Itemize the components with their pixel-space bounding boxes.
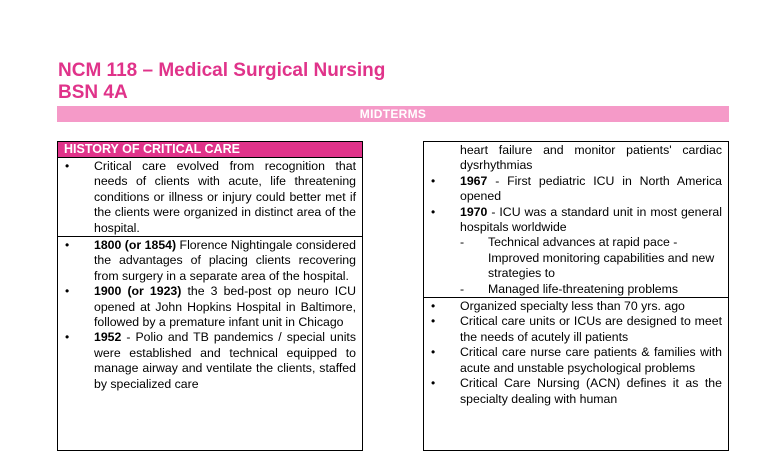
right-box-1 [424, 142, 728, 298]
history-header: HISTORY OF CRITICAL CARE [58, 142, 362, 158]
year-label: 1952 [94, 330, 122, 345]
bullet-item [58, 330, 356, 392]
continuation-text: heart failure and monitor patients' cardiac dysrhythmias [460, 143, 722, 173]
right-box-2 [424, 298, 728, 407]
left-box-2 [58, 237, 362, 392]
item-text: - ICU was a standard unit in most general hospitals worldwide [460, 204, 722, 235]
left-box-1 [58, 158, 362, 237]
left-column [57, 141, 363, 451]
bullet-item: • Organized specialty less than 70 yrs. ago [424, 299, 722, 314]
item-text: - Polio and TB pandemics / special units were established and technical equipped to manage airway and ventilate the clients, staffed by specialized care [94, 330, 356, 391]
course-title: NCM 118 – Medical Surgical Nursing [58, 60, 386, 81]
bullet-item: • Critical care evolved from recognition that needs of clients with acute, life threatening conditions or illness or injury could better met if the clients were organized in distinct area of the hospital. [58, 159, 356, 236]
year-label: 1967 [460, 173, 488, 188]
bullet-item [58, 284, 356, 330]
bullet-item [424, 174, 722, 205]
sub-item: - Managed life-threatening problems [424, 282, 722, 297]
year-label: 1970 [460, 204, 488, 219]
bullet-item: • Critical care units or ICUs are designed to meet the needs of acutely ill patients [424, 314, 722, 345]
sub-item: - Technical advances at rapid pace - Improved monitoring capabilities and new strategies to [424, 235, 722, 281]
bullet-item [424, 205, 722, 236]
item-text: the 3 bed-post op neuro ICU opened at John Hopkins Hospital in Baltimore, followed by a premature infant unit in Chicago [94, 284, 356, 330]
midterms-banner: MIDTERMS [57, 106, 729, 122]
section-title: BSN 4A [58, 82, 128, 103]
bullet-item [58, 238, 356, 284]
bullet-item: • Critical Care Nursing (ACN) defines it as the specialty dealing with human [424, 376, 722, 407]
item-text: Florence Nightingale considered the advantages of placing clients recovering from surgery in a separate area of the hospital. [94, 238, 356, 283]
year-label: 1800 (or 1854) [94, 238, 177, 253]
right-column [423, 141, 729, 451]
item-text: - First pediatric ICU in North America opened [460, 173, 722, 204]
year-label: 1900 (or 1923) [94, 284, 182, 299]
bullet-item: • Critical care nurse care patients & families with acute and unstable psychological problems [424, 345, 722, 376]
